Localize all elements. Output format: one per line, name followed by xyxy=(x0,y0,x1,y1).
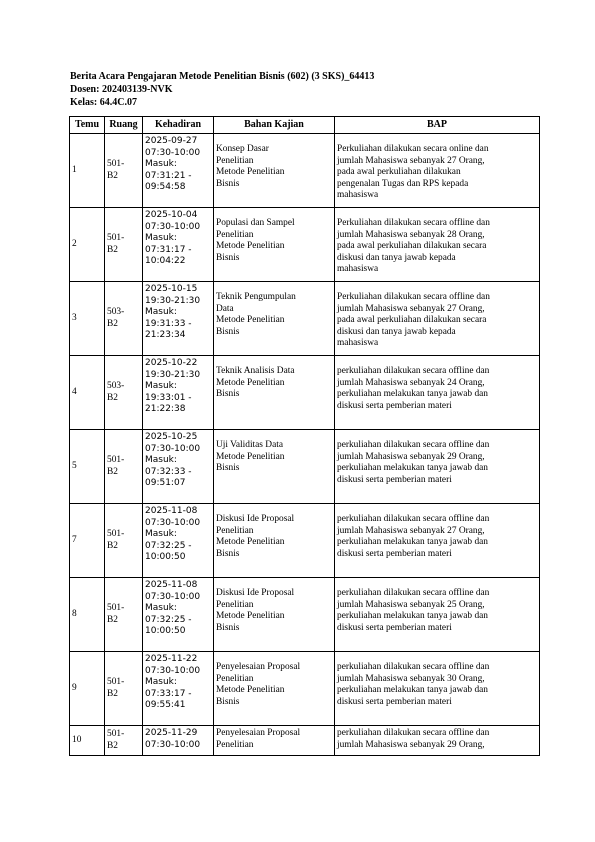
bahan-kajian-cell: Teknik Pengumpulan Data Metode Penelitian Bisnis xyxy=(214,282,335,356)
table-row xyxy=(70,356,540,430)
kehadiran-cell: 2025-10-15 19:30-21:30 Masuk: 19:31:33 - 21:23:34 xyxy=(143,282,214,356)
temu-cell: 4 xyxy=(70,356,105,430)
temu-cell: 1 xyxy=(70,134,105,208)
table-row xyxy=(70,504,540,578)
bap-cell: perkuliahan dilakukan secara offline dan jumlah Mahasiswa sebanyak 29 Orang, xyxy=(335,726,540,756)
temu-cell: 9 xyxy=(70,652,105,726)
bahan-kajian-cell: Penyelesaian Proposal Penelitian xyxy=(214,726,335,756)
bahan-kajian-cell: Konsep Dasar Penelitian Metode Penelitian Bisnis xyxy=(214,134,335,208)
table-row xyxy=(70,652,540,726)
kehadiran-cell: 2025-11-08 07:30-10:00 Masuk: 07:32:25 - 10:00:50 xyxy=(143,578,214,652)
bahan-kajian-cell: Uji Validitas Data Metode Penelitian Bisnis xyxy=(214,430,335,504)
bahan-kajian-cell: Diskusi Ide Proposal Penelitian Metode Penelitian Bisnis xyxy=(214,578,335,652)
bap-cell: Perkuliahan dilakukan secara offline dan jumlah Mahasiswa sebanyak 28 Orang, pada awal perkuliahan dilakukan secara diskusi dan tanya jawab kepada mahasiswa xyxy=(335,208,540,282)
bahan-kajian-cell: Diskusi Ide Proposal Penelitian Metode Penelitian Bisnis xyxy=(214,504,335,578)
header-temu: Temu xyxy=(70,117,105,134)
temu-cell: 2 xyxy=(70,208,105,282)
ruang-cell: 501- B2 xyxy=(105,134,143,208)
lecturer-line: Dosen: 202403139-NVK xyxy=(70,84,173,95)
bap-cell: perkuliahan dilakukan secara offline dan jumlah Mahasiswa sebanyak 30 Orang, perkuliahan melakukan tanya jawab dan diskusi serta pemberian materi xyxy=(335,652,540,726)
kehadiran-cell: 2025-11-22 07:30-10:00 Masuk: 07:33:17 - 09:55:41 xyxy=(143,652,214,726)
header-kehadiran: Kehadiran xyxy=(143,117,214,134)
kehadiran-cell: 2025-11-08 07:30-10:00 Masuk: 07:32:25 - 10:00:50 xyxy=(143,504,214,578)
table-row xyxy=(70,134,540,208)
ruang-cell: 501- B2 xyxy=(105,430,143,504)
ruang-cell: 501- B2 xyxy=(105,504,143,578)
ruang-cell: 501- B2 xyxy=(105,652,143,726)
ruang-cell: 501- B2 xyxy=(105,208,143,282)
table-row xyxy=(70,430,540,504)
bahan-kajian-cell: Penyelesaian Proposal Penelitian Metode Penelitian Bisnis xyxy=(214,652,335,726)
temu-cell: 5 xyxy=(70,430,105,504)
temu-cell: 8 xyxy=(70,578,105,652)
kehadiran-cell: 2025-10-04 07:30-10:00 Masuk: 07:31:17 - 10:04:22 xyxy=(143,208,214,282)
kehadiran-cell: 2025-10-25 07:30-10:00 Masuk: 07:32:33 - 09:51:07 xyxy=(143,430,214,504)
header-bap: BAP xyxy=(335,117,540,134)
bahan-kajian-cell: Populasi dan Sampel Penelitian Metode Penelitian Bisnis xyxy=(214,208,335,282)
document-header xyxy=(70,70,540,109)
ruang-cell: 501- B2 xyxy=(105,578,143,652)
table-row xyxy=(70,282,540,356)
ruang-cell: 503- B2 xyxy=(105,356,143,430)
table-row xyxy=(70,578,540,652)
bap-cell: perkuliahan dilakukan secara offline dan jumlah Mahasiswa sebanyak 25 Orang, perkuliahan melakukan tanya jawab dan diskusi serta pemberian materi xyxy=(335,578,540,652)
temu-cell: 3 xyxy=(70,282,105,356)
ruang-cell: 501- B2 xyxy=(105,726,143,756)
bap-cell: perkuliahan dilakukan secara offline dan jumlah Mahasiswa sebanyak 29 Orang, perkuliahan melakukan tanya jawab dan diskusi serta pemberian materi xyxy=(335,430,540,504)
header-ruang: Ruang xyxy=(105,117,143,134)
kehadiran-cell: 2025-11-29 07:30-10:00 xyxy=(143,726,214,756)
bahan-kajian-cell: Teknik Analisis Data Metode Penelitian Bisnis xyxy=(214,356,335,430)
attendance-table xyxy=(69,116,540,756)
bap-cell: Perkuliahan dilakukan secara online dan jumlah Mahasiswa sebanyak 27 Orang, pada awal perkuliahan dilakukan pengenalan Tugas dan RPS kepada mahasiswa xyxy=(335,134,540,208)
class-line: Kelas: 64.4C.07 xyxy=(70,97,137,108)
table-row xyxy=(70,726,540,756)
kehadiran-cell: 2025-09-27 07:30-10:00 Masuk: 07:31:21 - 09:54:58 xyxy=(143,134,214,208)
bap-cell: Perkuliahan dilakukan secara offline dan jumlah Mahasiswa sebanyak 27 Orang, pada awal perkuliahan dilakukan secara diskusi dan tanya jawab kepada mahasiswa xyxy=(335,282,540,356)
ruang-cell: 503- B2 xyxy=(105,282,143,356)
table-row xyxy=(70,208,540,282)
bap-cell: perkuliahan dilakukan secara offline dan jumlah Mahasiswa sebanyak 27 Orang, perkuliahan melakukan tanya jawab dan diskusi serta pemberian materi xyxy=(335,504,540,578)
temu-cell: 10 xyxy=(70,726,105,756)
temu-cell: 7 xyxy=(70,504,105,578)
bap-cell: perkuliahan dilakukan secara offline dan jumlah Mahasiswa sebanyak 24 Orang, perkuliahan melakukan tanya jawab dan diskusi serta pemberian materi xyxy=(335,356,540,430)
table-header-row xyxy=(70,117,540,134)
kehadiran-cell: 2025-10-22 19:30-21:30 Masuk: 19:33:01 - 21:22:38 xyxy=(143,356,214,430)
header-bahan-kajian: Bahan Kajian xyxy=(214,117,335,134)
document-title: Berita Acara Pengajaran Metode Penelitian Bisnis (602) (3 SKS)_64413 xyxy=(70,71,375,82)
